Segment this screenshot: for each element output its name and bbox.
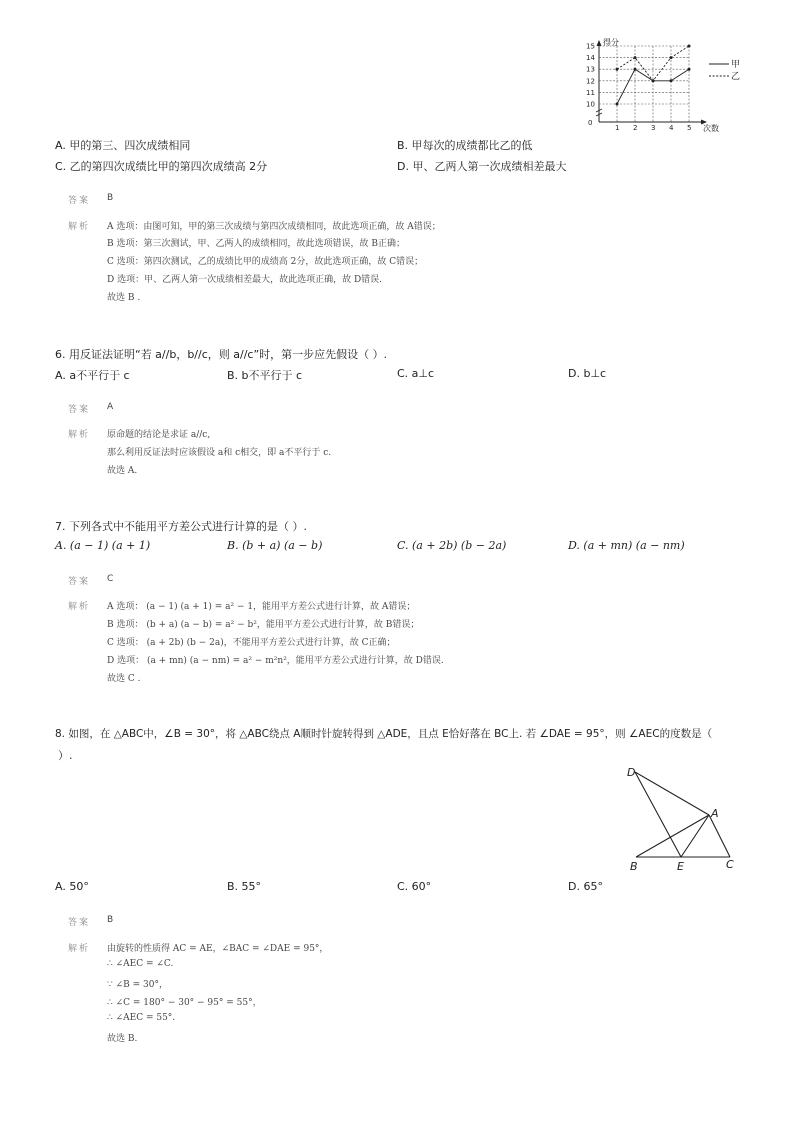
q8-option-d[interactable]: D. 65°: [568, 880, 603, 893]
q6-stem: 6. 用反证法证明“若 a//b，b//c，则 a//c”时，第一步应先假设（ ）.: [55, 348, 388, 361]
q6-option-b[interactable]: B. b不平行于 c: [227, 369, 303, 382]
point-label-e: E: [677, 860, 684, 873]
data-point: [688, 68, 691, 71]
q7-analysis-line: D 选项： (a + mn) (a − nm) = a² − m²n²，能用平方差公式进行计算，故 D错误.: [107, 656, 444, 666]
legend-label-jia: 甲: [731, 60, 741, 70]
q7-analysis-line: C 选项： (a + 2b) (b − 2a)，不能用平方差公式进行计算，故 C正确；: [107, 638, 396, 648]
q8-analysis-line: 由旋转的性质得 AC = AE，∠BAC = ∠DAE = 95°，: [107, 944, 329, 954]
y-tick-label: 10: [586, 100, 595, 109]
q6-option-c[interactable]: C. a⊥c: [397, 367, 435, 380]
segment-ab: [636, 815, 709, 857]
point-label-a: A: [711, 807, 719, 820]
x-axis-title: 次数: [703, 124, 719, 133]
q8-analysis-line: 故选 B.: [107, 1034, 138, 1044]
data-point: [688, 45, 691, 48]
q6-answer-label: 答案: [68, 405, 91, 415]
triangle-figure: [620, 762, 745, 874]
x-tick-label: 5: [687, 124, 692, 132]
q8-analysis-line: ∴ ∠C = 180° − 30° − 95° = 55°，: [107, 998, 262, 1008]
q7-analysis-line: 故选 C .: [107, 674, 141, 684]
data-point: [634, 68, 637, 71]
q8-option-b[interactable]: B. 55°: [227, 880, 262, 893]
q6-analysis-line: 原命题的结论是求证 a//c,: [107, 430, 211, 440]
q5-analysis-line: C 选项：第四次测试，乙的成绩比甲的成绩高 2分，故此选项正确，故 C错误；: [107, 257, 424, 267]
q8-analysis-line: ∵ ∠B = 30°，: [107, 980, 168, 990]
q7-analysis-line: B 选项： (b + a) (a − b) = a² − b²，能用平方差公式进行计算，故 B错误；: [107, 620, 420, 630]
point-label-b: B: [630, 860, 638, 873]
y-tick-label: 14: [586, 54, 595, 63]
q5-option-d[interactable]: D. 甲、乙两人第一次成绩相差最大: [397, 160, 567, 173]
q8-option-a[interactable]: A. 50°: [55, 880, 89, 893]
q8-answer-value: B: [107, 915, 114, 925]
q7-option-c[interactable]: C. (a + 2b) (b − 2a): [397, 539, 507, 552]
q5-option-c[interactable]: C. 乙的第四次成绩比甲的第四次成绩高 2分: [55, 160, 268, 173]
q7-option-a[interactable]: A. (a − 1) (a + 1): [55, 539, 151, 552]
q6-option-a[interactable]: A. a不平行于 c: [55, 369, 130, 382]
q7-analysis-line: A 选项： (a − 1) (a + 1) = a² − 1，能用平方差公式进行计算，故 A错误；: [107, 602, 416, 612]
y-tick-label: 12: [586, 77, 595, 86]
q6-analysis-label: 解析: [68, 430, 91, 440]
q8-analysis-line: ∴ ∠AEC = 55°.: [107, 1013, 176, 1023]
data-point: [670, 56, 673, 59]
segment-ae: [681, 815, 709, 857]
x-tick-label: 4: [669, 124, 674, 132]
q6-analysis-line: 那么利用反证法时应该假设 a和 c相交，即 a不平行于 c.: [107, 448, 332, 458]
q5-analysis-line: A 选项：由图可知，甲的第三次成绩与第四次成绩相同，故此选项正确，故 A错误；: [107, 222, 441, 232]
q5-answer-value: B: [107, 193, 114, 203]
data-point: [616, 68, 619, 71]
point-label-d: D: [627, 766, 636, 779]
q8-analysis-label: 解析: [68, 944, 91, 954]
q8-answer-label: 答案: [68, 918, 91, 928]
x-tick-label: 2: [633, 124, 638, 132]
q5-option-a[interactable]: A. 甲的第三、四次成绩相同: [55, 139, 191, 152]
q8-option-c[interactable]: C. 60°: [397, 880, 432, 893]
y-tick-label: 0: [588, 119, 593, 127]
q6-answer-value: A: [107, 402, 114, 412]
segment-ac: [709, 815, 730, 857]
q7-stem: 7. 下列各式中不能用平方差公式进行计算的是（ ）.: [55, 520, 307, 533]
q5-analysis-line: B 选项：第三次测试，甲、乙两人的成绩相同，故此选项错误，故 B正确；: [107, 239, 405, 249]
data-point: [652, 79, 655, 82]
q8-stem: 8. 如图，在 △ABC中，∠B = 30°，将 △ABC绕点 A顺时针旋转得到 △ADE，且点 E恰好落在 BC上. 若 ∠DAE = 95°，则 ∠AEC的度数是（: [55, 728, 713, 740]
x-tick-label: 1: [615, 124, 620, 132]
q7-option-b[interactable]: B. (b + a) (a − b): [227, 539, 323, 552]
y-tick-label: 11: [586, 88, 595, 97]
y-axis-title: 得分: [603, 38, 619, 47]
score-line-chart: [585, 36, 760, 136]
q8-stem-continued: ）.: [58, 749, 73, 762]
q6-analysis-line: 故选 A.: [107, 466, 138, 476]
q8-analysis-line: ∴ ∠AEC = ∠C.: [107, 959, 174, 969]
legend-label-yi: 乙: [731, 72, 741, 82]
y-tick-label: 13: [586, 65, 595, 74]
q5-option-b[interactable]: B. 甲每次的成绩都比乙的低: [397, 139, 533, 152]
q5-analysis-line: 故选 B .: [107, 293, 141, 303]
q7-analysis-label: 解析: [68, 602, 91, 612]
y-tick-label: 15: [586, 42, 595, 51]
data-point: [616, 103, 619, 106]
q6-option-d[interactable]: D. b⊥c: [568, 367, 607, 380]
data-point: [634, 56, 637, 59]
q7-answer-value: C: [107, 574, 114, 584]
q5-analysis-line: D 选项：甲、乙两人第一次成绩相差最大，故此选项正确，故 D错误.: [107, 275, 383, 285]
point-label-c: C: [726, 858, 734, 871]
q5-answer-label: 答案: [68, 196, 91, 206]
x-tick-label: 3: [651, 124, 656, 132]
q5-analysis-label: 解析: [68, 222, 91, 232]
data-point: [670, 79, 673, 82]
q7-option-d[interactable]: D. (a + mn) (a − nm): [568, 539, 685, 552]
q7-answer-label: 答案: [68, 577, 91, 587]
